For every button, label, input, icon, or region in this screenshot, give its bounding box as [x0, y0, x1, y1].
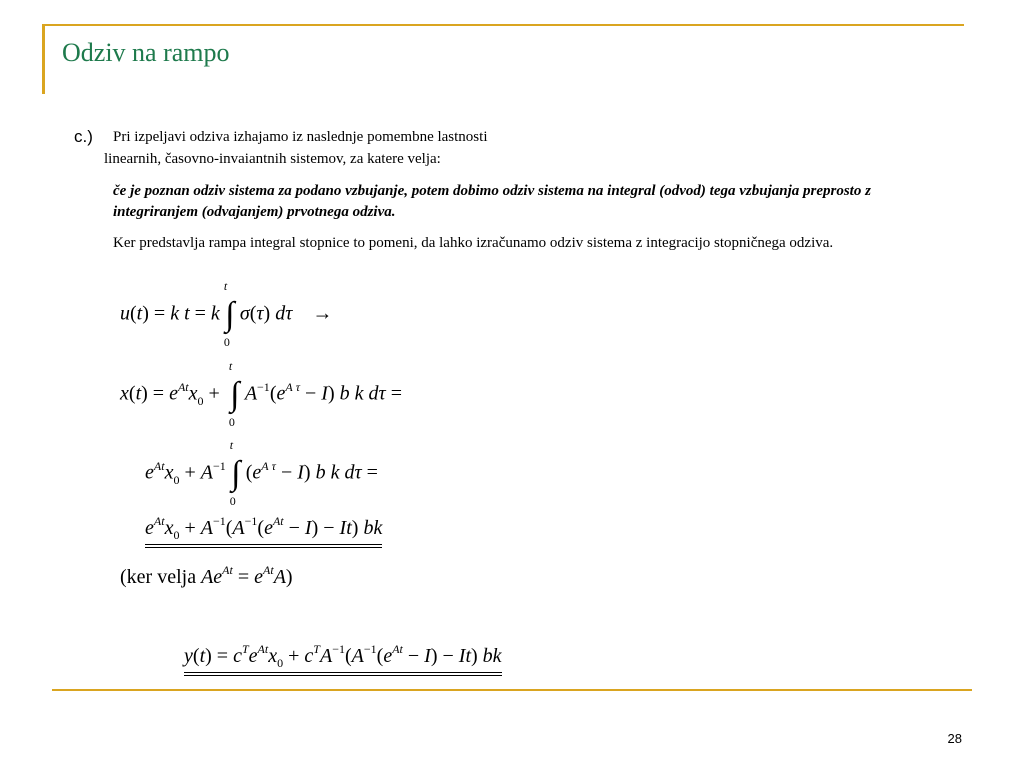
property-text: če je poznan odziv sistema za podano vzbujanje, potem dobimo odziv sistema na integral (odvod) tega vzbujanja preprosto z integriranjem (odvajanjem) prvotnega odziva.: [113, 183, 871, 220]
equation-step-2: $e^{At}x_0 + A^{-1}$ t ∫ 0 $(e^{A \tau} - I)$ b k dτ =: [145, 438, 378, 508]
equation-state-response: $x(t) = e^{At}x_0$ + t ∫ 0 $A^{-1}(e^{A \tau} - I)$ b k dτ =: [120, 359, 402, 429]
intro-line-1: Pri izpeljavi odziva izhajamo iz naslednje pomembne lastnosti: [113, 129, 488, 145]
integral-sign: t ∫ 0: [228, 359, 240, 429]
equation-ramp-input: u(t) = k t = k t ∫ 0 σ(τ) dτ →: [120, 279, 333, 349]
page-number: 28: [947, 731, 962, 746]
ramp-text: Ker predstavlja rampa integral stopnice to pomeni, da lahko izračunamo odziv sistema z integracijo stopničnega odziva.: [113, 235, 834, 251]
bullet-marker: c.): [74, 127, 93, 146]
equation-output-result: $y(t) = c^Te^{At}x_0 + c^TA^{-1}(A^{-1}(e^{At} - I) - It)$ bk: [184, 646, 502, 676]
intro-line-2: linearnih, časovno-invaiantnih sistemov, za katere velja:: [104, 151, 441, 167]
frame-vertical-line: [42, 24, 45, 94]
integral-sign: t ∫ 0: [223, 279, 235, 349]
frame-top-line: [42, 24, 964, 26]
slide-title: Odziv na rampo: [62, 38, 230, 67]
equation-state-result: $e^{At}x_0 + A^{-1}(A^{-1}(e^{At} - I) - It)$ bk: [145, 518, 382, 548]
integral-sign: t ∫ 0: [229, 438, 241, 508]
commutation-note: (ker velja $Ae^{At} = e^{At}A$): [120, 563, 293, 588]
frame-bottom-line: [52, 689, 972, 691]
